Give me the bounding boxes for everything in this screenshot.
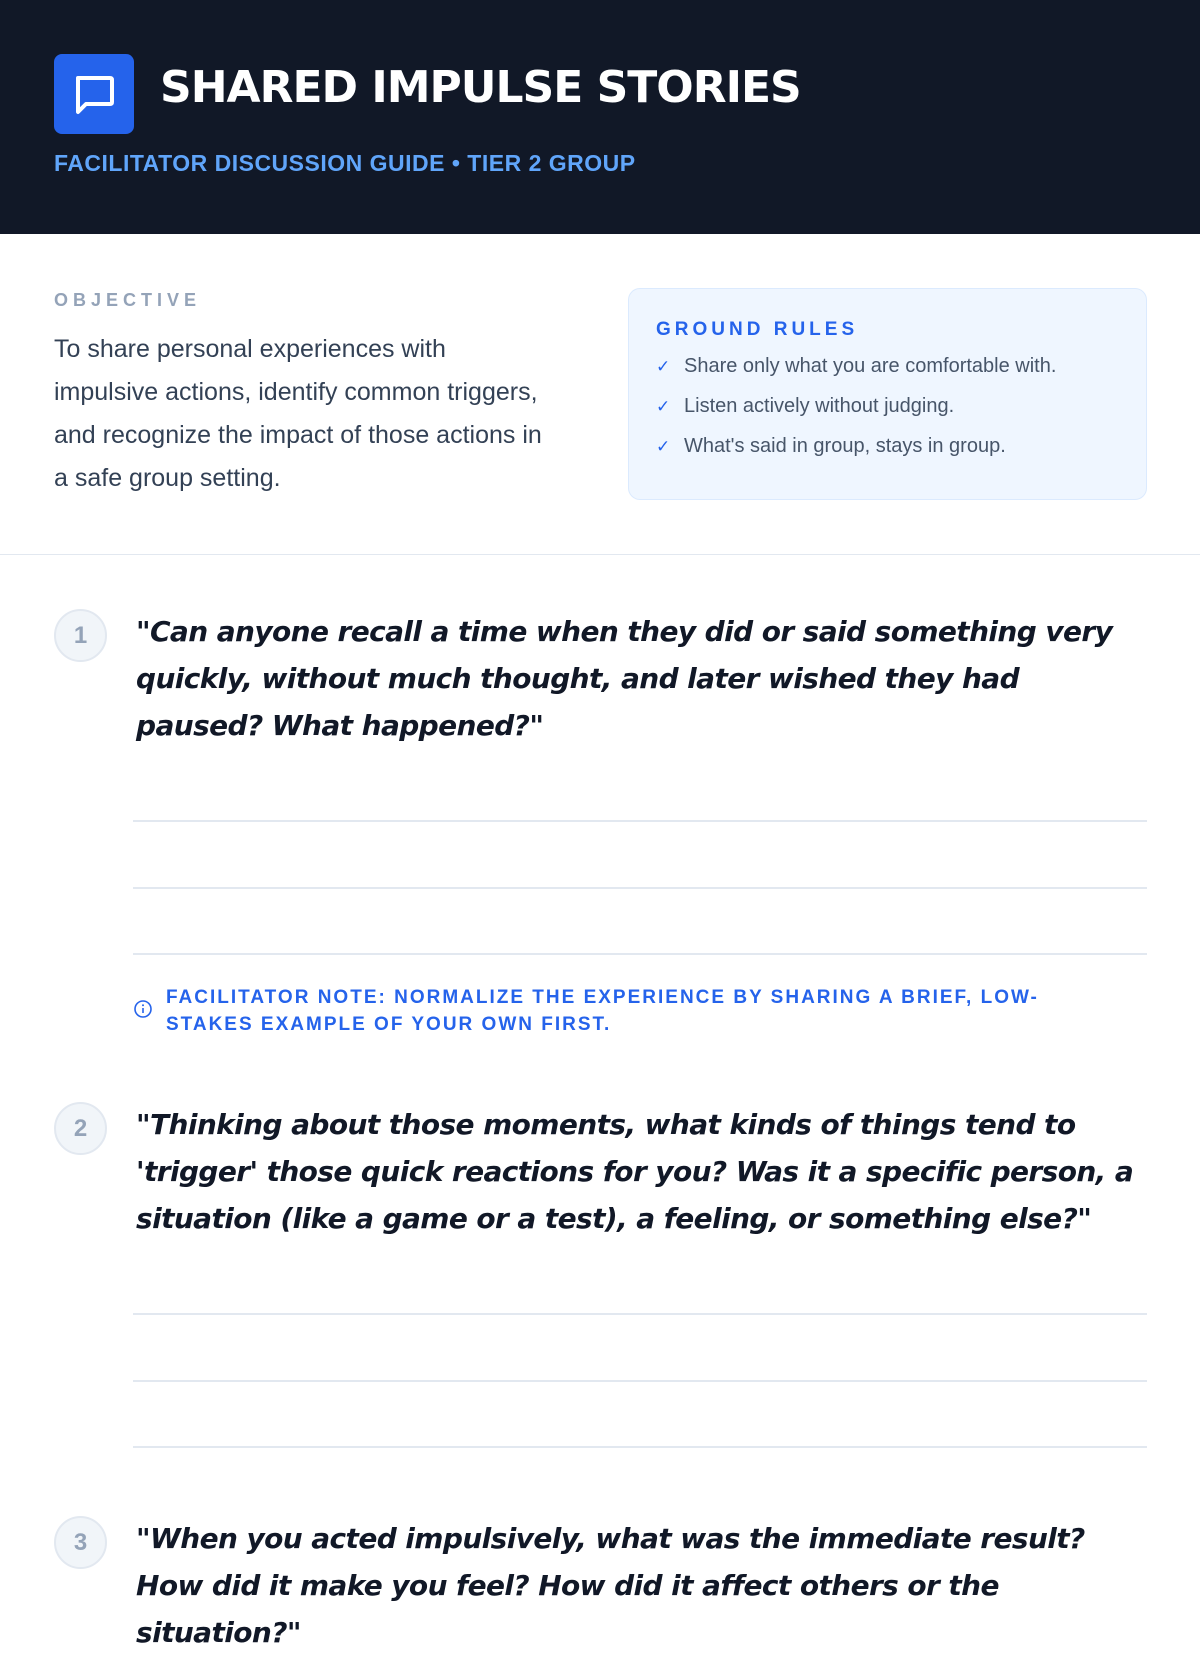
ground-rules-box xyxy=(628,288,1147,500)
question-text: "When you acted impulsively, what was the immediate result? How did it make you feel? How did it affect others or the situation?" xyxy=(136,1522,1085,1649)
question-text: "Thinking about those moments, what kinds of things tend to 'trigger' those quick reactions for you? Was it a specific person, a situation (like a game or a test), a feeling, or something else?" xyxy=(136,1108,1134,1235)
ground-rule-text: Share only what you are comfortable with. xyxy=(684,355,1057,377)
section-divider xyxy=(0,554,1200,555)
page-header xyxy=(0,0,1200,234)
ground-rule-item xyxy=(656,355,1056,378)
info-icon xyxy=(133,999,153,1019)
answer-line[interactable] xyxy=(133,887,1147,889)
ground-rule-item xyxy=(656,395,954,418)
ground-rule-item xyxy=(656,435,1006,458)
answer-line[interactable] xyxy=(133,1380,1147,1382)
answer-line[interactable] xyxy=(133,1446,1147,1448)
check-icon: ✓ xyxy=(656,357,671,376)
page-subtitle: FACILITATOR DISCUSSION GUIDE • TIER 2 GROUP xyxy=(54,150,636,176)
question-text: "Can anyone recall a time when they did or said something very quickly, without much thought, and later wished they had paused? What happened?" xyxy=(136,615,1113,742)
question-number-badge: 3 xyxy=(54,1516,107,1569)
ground-rule-text: Listen actively without judging. xyxy=(684,395,955,417)
answer-line[interactable] xyxy=(133,1313,1147,1315)
answer-line[interactable] xyxy=(133,820,1147,822)
facilitator-note-text: FACILITATOR NOTE: NORMALIZE THE EXPERIENCE BY SHARING A BRIEF, LOW-STAKES EXAMPLE OF YOUR OWN FIRST. xyxy=(166,987,1039,1035)
question-number-badge: 2 xyxy=(54,1102,107,1155)
check-icon: ✓ xyxy=(656,397,671,416)
ground-rule-text: What's said in group, stays in group. xyxy=(684,435,1006,457)
question-number-badge: 1 xyxy=(54,609,107,662)
chat-bubble-icon xyxy=(54,54,134,134)
objective-label: OBJECTIVE xyxy=(54,290,202,310)
ground-rules-title: GROUND RULES xyxy=(656,319,859,340)
check-icon: ✓ xyxy=(656,437,671,456)
page-title: SHARED IMPULSE STORIES xyxy=(160,62,801,113)
answer-line[interactable] xyxy=(133,953,1147,955)
objective-text: To share personal experiences with impulsive actions, identify common triggers, and recognize the impact of those actions in a safe group setting. xyxy=(54,335,542,492)
